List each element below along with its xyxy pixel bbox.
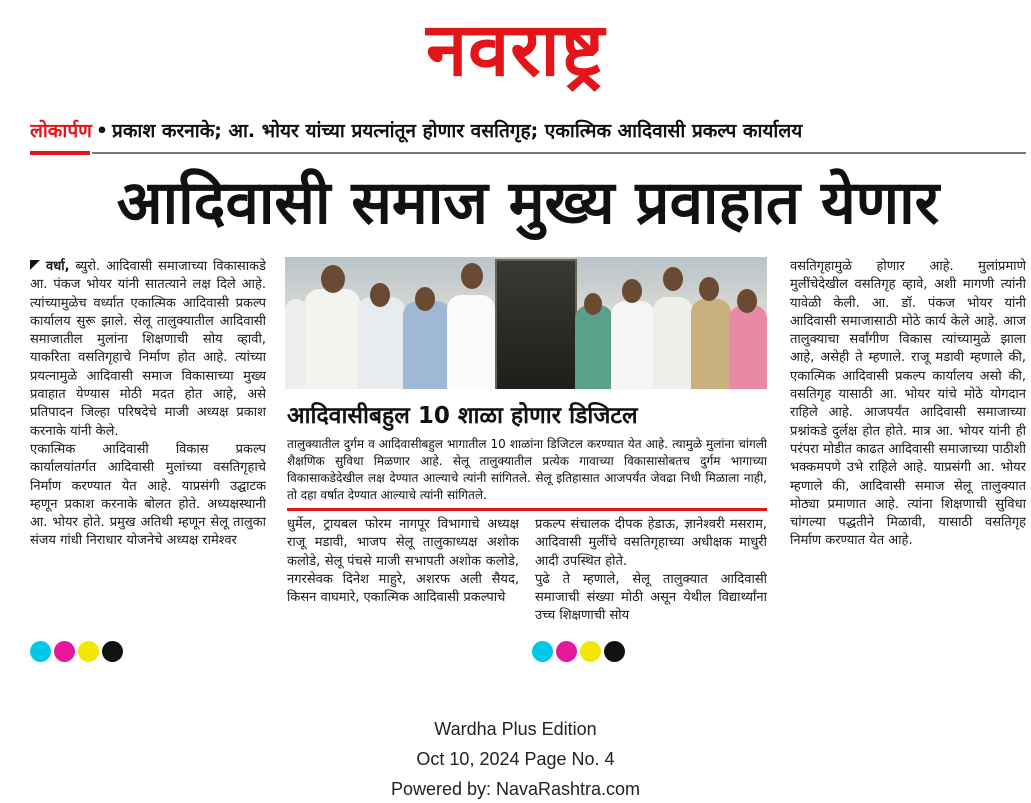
yellow-swatch — [580, 641, 601, 662]
article-text: ब्युरो. आदिवासी समाजाच्या विकासाकडे आ. पंकज भोयर यांनी सातत्याने लक्ष दिले आहे. त्यांच्यामुळेच वर्ध्यात एकात्मिक आदिवासी प्रकल्प कार्यालय सुरू झाले. सेलू तालुक्यातील आदिवासी समाजातील मुलांना शिक्षणाची सोय व्हावी, याकरिता वसतिगृहाचे निर्माण होत आहे. त्यांच्या प्रयत्नामुळे आदिवासी समाज विकासाच्या मुख्य प्रवाहात येण्यास मोठी मदत होत आहे, असे प्रतिपादन जिल्हा परिषदेचे माजी अध्यक्ष प्रकाश करनाके यांनी केले. — [30, 259, 266, 439]
black-swatch — [604, 641, 625, 662]
article-column-4 — [790, 258, 1026, 642]
powered-by-link[interactable]: Powered by: NavaRashtra.com — [390, 779, 641, 799]
article-paragraph: धुर्मेल, ट्रायबल फोरम नागपूर विभागाचे अध्यक्ष राजू मडावी, भाजप सेलू तालुकाध्यक्ष अशोक कलोडे, सेलू पंचसे माजी सभापती अशोक कलोडे, नगरसेवक दिनेश माहुरे, अशरफ अली सैयद, किसन वाघमारे, एकात्मिक आदिवासी प्रकल्पाचे — [287, 517, 519, 606]
registration-marks-right — [532, 641, 628, 665]
article-paragraph: प्रकल्प संचालक दीपक हेडाऊ, ज्ञानेश्वरी मसराम, आदिवासी मुलींचे वसतिगृहाच्या अधीक्षक माधुरी आदी उपस्थित होते. — [535, 517, 767, 569]
sidebar-title: आदिवासीबहुल 10 शाळा होणार डिजिटल — [287, 403, 638, 429]
sidebar-lede: तालुक्यातील दुर्गम व आदिवासीबहुल भागातील 10 शाळांना डिजिटल करण्यात येत आहे. त्यामुळे मुलांना चांगली शैक्षणिक सुविधा मिळणार आहे. सेलू तालुक्यातील प्रत्येक गावाच्या विकासासोबतच दुर्गम भागाच्या विकासाकडेदेखील लक्ष देण्यात आल्याचे त्यांनी सांगितले. सेलू इतिहासात आजपर्यंत जेवढा निधी मिळाला नाही, तो दहा वर्षात देण्यात आल्याचे त्यांनी सांगितले. — [287, 437, 767, 502]
black-swatch — [102, 641, 123, 662]
yellow-swatch — [78, 641, 99, 662]
article-column-3 — [535, 516, 767, 640]
dateline-marker-icon — [30, 260, 42, 270]
headline: आदिवासी समाज मुख्य प्रवाहात येणार — [116, 168, 940, 238]
article-photo — [285, 257, 767, 389]
strap-rule-accent — [30, 151, 90, 155]
magenta-swatch — [54, 641, 75, 662]
strap-rule — [92, 152, 1026, 154]
dateline: वर्धा, — [46, 259, 70, 274]
article-paragraph: एकात्मिक आदिवासी विकास प्रकल्प कार्यालयांतर्गत आदिवासी मुलांच्या वसतिगृहाचे निर्माण करण्यात येत आहे. याप्रसंगी उद्घाटक म्हणून प्रकाश करनाके बोलत होते. अध्यक्षस्थानी आ. भोयर होते. प्रमुख अतिथी म्हणून सेलू तालुका संजय गांधी निराधार योजनेचे अध्यक्ष रामेश्वर — [30, 441, 266, 549]
registration-marks-left — [30, 641, 126, 665]
date-page-label: Oct 10, 2024 Page No. 4 — [416, 749, 615, 769]
plaque-image — [495, 259, 577, 389]
strap-bullet: • — [95, 120, 109, 142]
masthead-logo: नवराष्ट्र — [426, 7, 605, 93]
strap-text: प्रकाश करनाके; आ. भोयर यांच्या प्रयत्नांतून होणार वसतिगृह; एकात्मिक आदिवासी प्रकल्प कार्यालय — [112, 120, 803, 142]
article-paragraph: पुढे ते म्हणाले, सेलू तालुक्यात आदिवासी समाजाची संख्या मोठी असून येथील विद्यार्थ्यांना उच्च शिक्षणाची सोय — [535, 571, 767, 624]
strapline — [30, 116, 1026, 146]
cyan-swatch — [30, 641, 51, 662]
article-paragraph: वसतिगृहामुळे होणार आहे. मुलांप्रमाणे मुलींचेदेखील वसतिगृह व्हावे, अशी मागणी त्यांनी यावेळी केली. आ. डॉ. पंकज भोयर यांनी आदिवासी समाजासाठी मोठे कार्य केले आहे. आज तालुक्याचा सर्वांगीण विकास त्यांच्यामुळे झाला आहे, असेही ते म्हणाले. राजू मडावी म्हणाले की, एकात्मिक आदिवासी प्रकल्प कार्यालय असो की, वसतिगृह यासाठी आ. भोयर यांचे मोठे योगदान राहिले आहे. आजपर्यंत आदिवासी समाजाच्या प्रश्नांकडे दुर्लक्ष होत होते. मात्र आ. भोयर यांनी ही परंपरा मोडीत काढत आदिवासी समाजाच्या पाठीशी भक्कमपणे उभे राहिले आहे. याप्रसंगी आ. भोयर म्हणाले की, आदिवासी समाज सेलू तालुक्यात मोठ्या प्रमाणात आहे. त्यांना शिक्षणाची सुविधा चांगल्या पद्धतीने मिळावी, यासाठी वसतिगृह निर्माण करण्यात येत आहे. — [790, 259, 1026, 549]
edition-label: Wardha Plus Edition — [434, 719, 597, 739]
article-paragraph — [30, 258, 266, 441]
strap-kicker: लोकार्पण — [30, 120, 92, 142]
article-column-1 — [30, 258, 266, 638]
cyan-swatch — [532, 641, 553, 662]
article-column-2 — [287, 516, 519, 640]
magenta-swatch — [556, 641, 577, 662]
sidebar-rule — [287, 508, 767, 511]
